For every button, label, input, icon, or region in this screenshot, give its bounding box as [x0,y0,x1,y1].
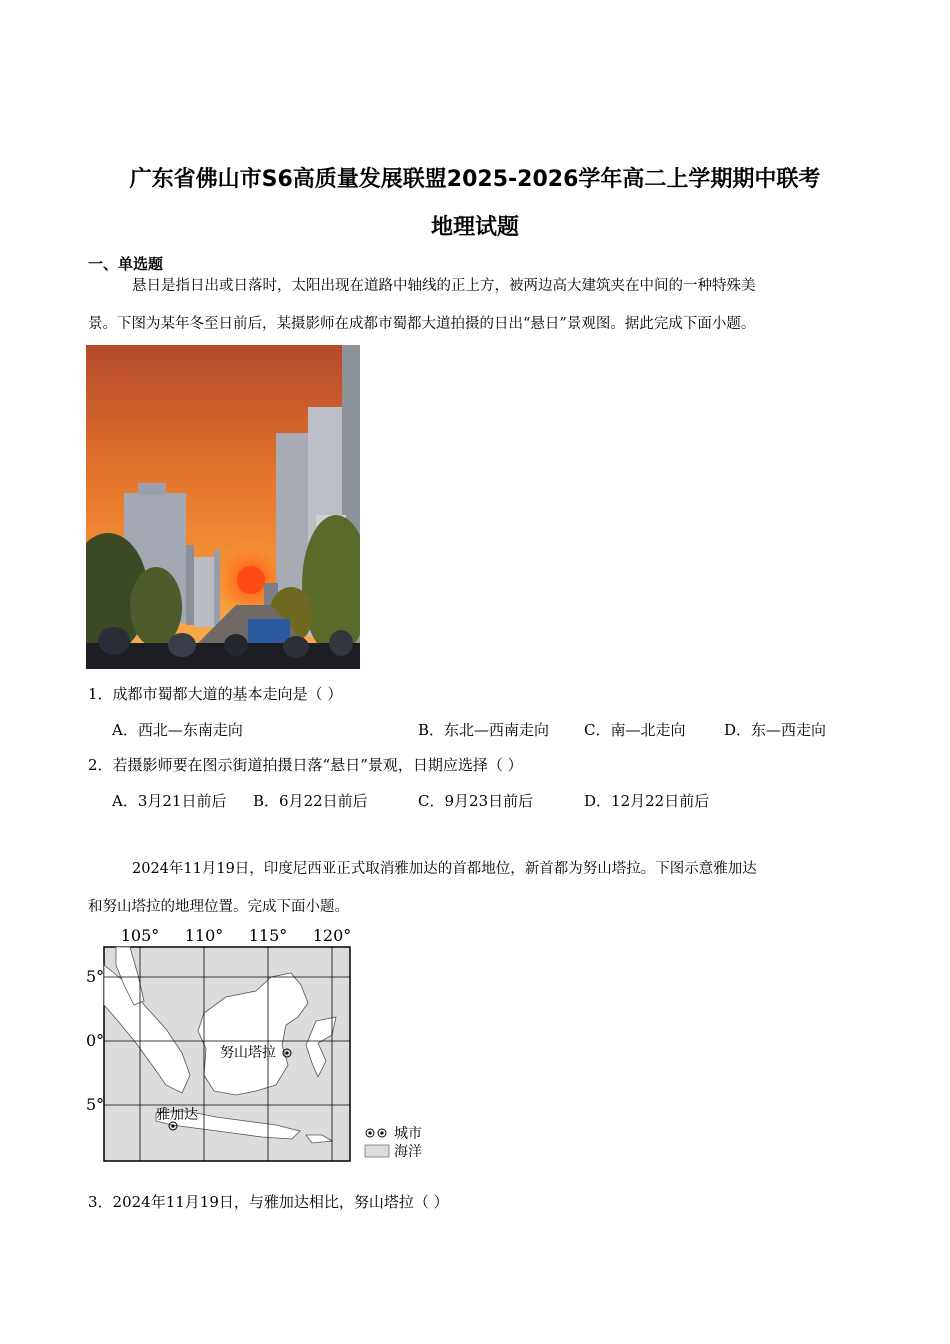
question-2-stem: 2．若摄影师要在图示街道拍摄日落“悬日”景观，日期应选择（ ） [88,756,523,774]
q1-option-b: B．东北—西南走向 [418,721,550,739]
q1-option-a: A．西北—东南走向 [112,721,243,739]
lon-label-110: 110° [184,926,224,945]
city-label-nusantara: 努山塔拉 [220,1045,276,1061]
question-1-stem: 1．成都市蜀都大道的基本走向是（ ） [88,685,343,703]
q1-option-d: D．东—西走向 [724,721,827,739]
legend-ocean-label: 海洋 [394,1144,422,1160]
legend-city-label: 城市 [394,1126,422,1142]
q2-option-d: D．12月22日前后 [584,792,710,810]
sunset-photo [86,345,360,669]
q2-option-b: B．6月22日前后 [253,792,368,810]
lon-label-105: 105° [120,926,160,945]
passage1-line1: 悬日是指日出或日落时，太阳出现在道路中轴线的正上方，被两边高大建筑夹在中间的一种特殊美 [132,278,756,294]
q2-option-c: C．9月23日前后 [418,792,534,810]
lon-label-115: 115° [248,926,288,945]
question-3-stem: 3．2024年11月19日，与雅加达相比，努山塔拉（ ） [88,1193,449,1211]
passage2-line1: 2024年11月19日，印度尼西亚正式取消雅加达的首都地位，新首都为努山塔拉。下图示意雅加达 [132,861,757,877]
passage2-line2: 和努山塔拉的地理位置。完成下面小题。 [88,899,349,915]
q2-option-a: A．3月21日前后 [112,792,227,810]
document-title: 广东省佛山市S6高质量发展联盟2025-2026学年高二上学期期中联考 [129,167,821,192]
indonesia-map [86,925,436,1170]
q1-option-c: C．南—北走向 [584,721,686,739]
section-heading: 一、单选题 [88,255,164,273]
lon-label-120: 120° [312,926,352,945]
city-label-jakarta: 雅加达 [156,1107,198,1123]
lat-label-5n: 5° [86,967,105,986]
passage1-line2: 景。下图为某年冬至日前后，某摄影师在成都市蜀都大道拍摄的日出“悬日”景观图。据此完成下面小题。 [88,316,756,332]
document-subtitle: 地理试题 [430,215,519,240]
lat-label-0: 0° [86,1031,105,1050]
lat-label-5s: 5° [86,1095,105,1114]
